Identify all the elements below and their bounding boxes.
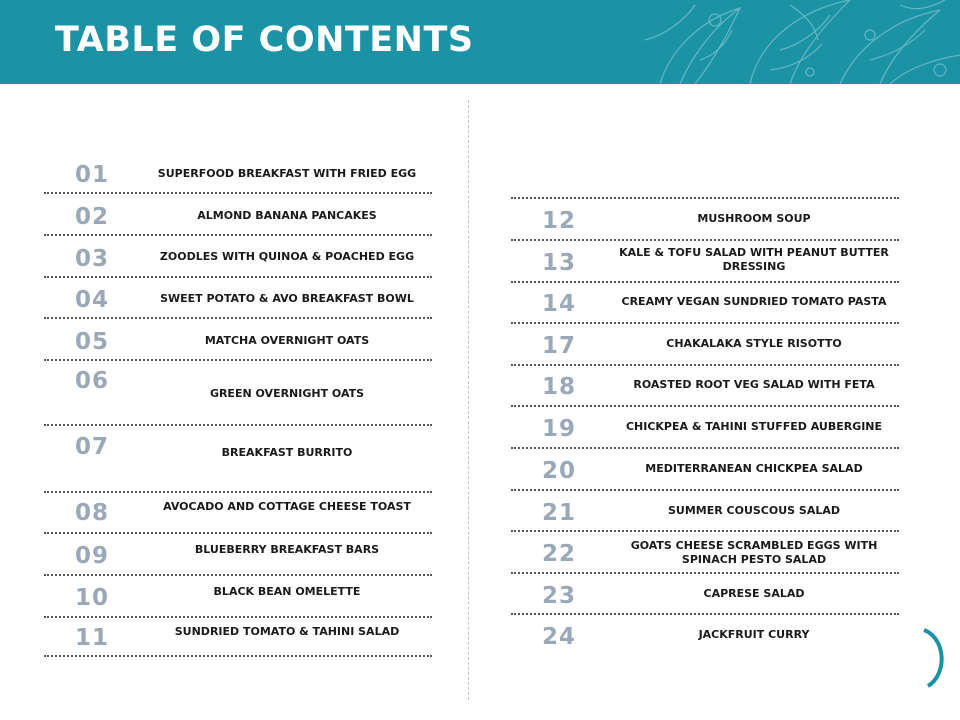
toc-entry[interactable] xyxy=(44,434,432,492)
entry-number: 20 xyxy=(541,458,576,484)
entry-title: CHAKALAKA STYLE RISOTTO xyxy=(666,337,842,350)
entry-title: GREEN OVERNIGHT OATS xyxy=(209,387,365,400)
entry-title: SWEET POTATO & AVO BREAKFAST BOWL xyxy=(160,292,414,305)
toc-entry[interactable] xyxy=(511,458,899,498)
dotted-separator xyxy=(44,532,432,534)
dotted-separator xyxy=(44,234,432,236)
dotted-separator xyxy=(511,197,899,199)
toc-entry[interactable] xyxy=(511,416,899,456)
entry-title: CHICKPEA & TAHINI STUFFED AUBERGINE xyxy=(625,420,883,433)
toc-entry[interactable] xyxy=(44,287,432,327)
entry-title: MATCHA OVERNIGHT OATS xyxy=(204,334,370,347)
dotted-separator xyxy=(511,405,899,407)
toc-entry[interactable] xyxy=(511,208,899,248)
dotted-separator xyxy=(511,572,899,574)
entry-title: ALMOND BANANA PANCAKES xyxy=(197,209,377,222)
entry-number: 07 xyxy=(74,434,109,460)
entry-number: 17 xyxy=(541,333,576,359)
entry-number: 21 xyxy=(541,500,576,526)
dotted-separator xyxy=(44,192,432,194)
toc-entry[interactable] xyxy=(511,246,899,286)
toc-entry[interactable] xyxy=(511,624,899,664)
entry-title: SUPERFOOD BREAKFAST WITH FRIED EGG xyxy=(157,167,417,180)
dotted-separator xyxy=(511,364,899,366)
entry-number: 10 xyxy=(74,585,109,611)
entry-number: 12 xyxy=(541,208,576,234)
arc-decoration-icon xyxy=(920,626,948,690)
entry-title: ZOODLES WITH QUINOA & POACHED EGG xyxy=(159,250,415,263)
toc-entry[interactable] xyxy=(511,333,899,373)
entry-number: 11 xyxy=(74,625,109,651)
entry-title: MEDITERRANEAN CHICKPEA SALAD xyxy=(645,462,863,475)
leaf-decoration-icon xyxy=(640,0,960,84)
dotted-separator xyxy=(511,489,899,491)
entry-number: 08 xyxy=(74,500,109,526)
entry-title: GOATS CHEESE SCRAMBLED EGGS WITH SPINACH PESTO SALAD xyxy=(630,539,878,566)
header-banner xyxy=(0,0,960,84)
toc-entry[interactable] xyxy=(44,329,432,369)
entry-title: BREAKFAST BURRITO xyxy=(221,446,353,459)
dotted-separator xyxy=(511,447,899,449)
toc-entry[interactable] xyxy=(44,625,432,665)
entry-number: 19 xyxy=(541,416,576,442)
dotted-separator xyxy=(44,574,432,576)
entry-title: SUNDRIED TOMATO & TAHINI SALAD xyxy=(174,625,400,638)
entry-title: BLACK BEAN OMELETTE xyxy=(213,585,361,598)
toc-entry[interactable] xyxy=(511,583,899,623)
toc-entry[interactable] xyxy=(44,543,432,583)
toc-entry[interactable] xyxy=(44,500,432,540)
entry-number: 01 xyxy=(74,162,109,188)
entry-title: AVOCADO AND COTTAGE CHEESE TOAST xyxy=(163,500,411,513)
entry-title: CAPRESE SALAD xyxy=(703,587,805,600)
toc-entry[interactable] xyxy=(44,246,432,286)
toc-entry[interactable] xyxy=(44,585,432,625)
column-divider xyxy=(468,100,469,700)
toc-entry[interactable] xyxy=(44,368,432,424)
entry-number: 14 xyxy=(541,291,576,317)
entry-number: 24 xyxy=(541,624,576,650)
entry-title: JACKFRUIT CURRY xyxy=(698,628,810,641)
entry-number: 09 xyxy=(74,543,109,569)
dotted-separator xyxy=(44,655,432,657)
dotted-separator xyxy=(44,616,432,618)
dotted-separator xyxy=(511,281,899,283)
dotted-separator xyxy=(511,239,899,241)
dotted-separator xyxy=(44,491,432,493)
entry-number: 23 xyxy=(541,583,576,609)
entry-number: 04 xyxy=(74,287,109,313)
toc-entry[interactable] xyxy=(511,291,899,331)
entry-number: 02 xyxy=(74,204,109,230)
entry-number: 05 xyxy=(74,329,109,355)
toc-entry[interactable] xyxy=(44,162,432,202)
dotted-separator xyxy=(511,530,899,532)
toc-entry[interactable] xyxy=(511,374,899,414)
dotted-separator xyxy=(44,424,432,426)
entry-title: SUMMER COUSCOUS SALAD xyxy=(667,504,841,517)
dotted-separator xyxy=(511,613,899,615)
entry-number: 03 xyxy=(74,246,109,272)
entry-number: 22 xyxy=(541,541,576,567)
entry-title: BLUEBERRY BREAKFAST BARS xyxy=(194,543,380,556)
dotted-separator xyxy=(511,322,899,324)
entry-number: 13 xyxy=(541,250,576,276)
dotted-separator xyxy=(44,276,432,278)
entry-title: CREAMY VEGAN SUNDRIED TOMATO PASTA xyxy=(621,295,887,308)
dotted-separator xyxy=(44,359,432,361)
page-title: TABLE OF CONTENTS xyxy=(55,20,474,60)
entry-title: ROASTED ROOT VEG SALAD WITH FETA xyxy=(633,378,875,391)
entry-number: 06 xyxy=(74,368,109,394)
entry-title: MUSHROOM SOUP xyxy=(697,212,811,225)
entry-title: KALE & TOFU SALAD WITH PEANUT BUTTER DRESSING xyxy=(619,246,889,273)
toc-entry[interactable] xyxy=(511,500,899,540)
entry-number: 18 xyxy=(541,374,576,400)
dotted-separator xyxy=(44,317,432,319)
toc-entry[interactable] xyxy=(44,204,432,244)
